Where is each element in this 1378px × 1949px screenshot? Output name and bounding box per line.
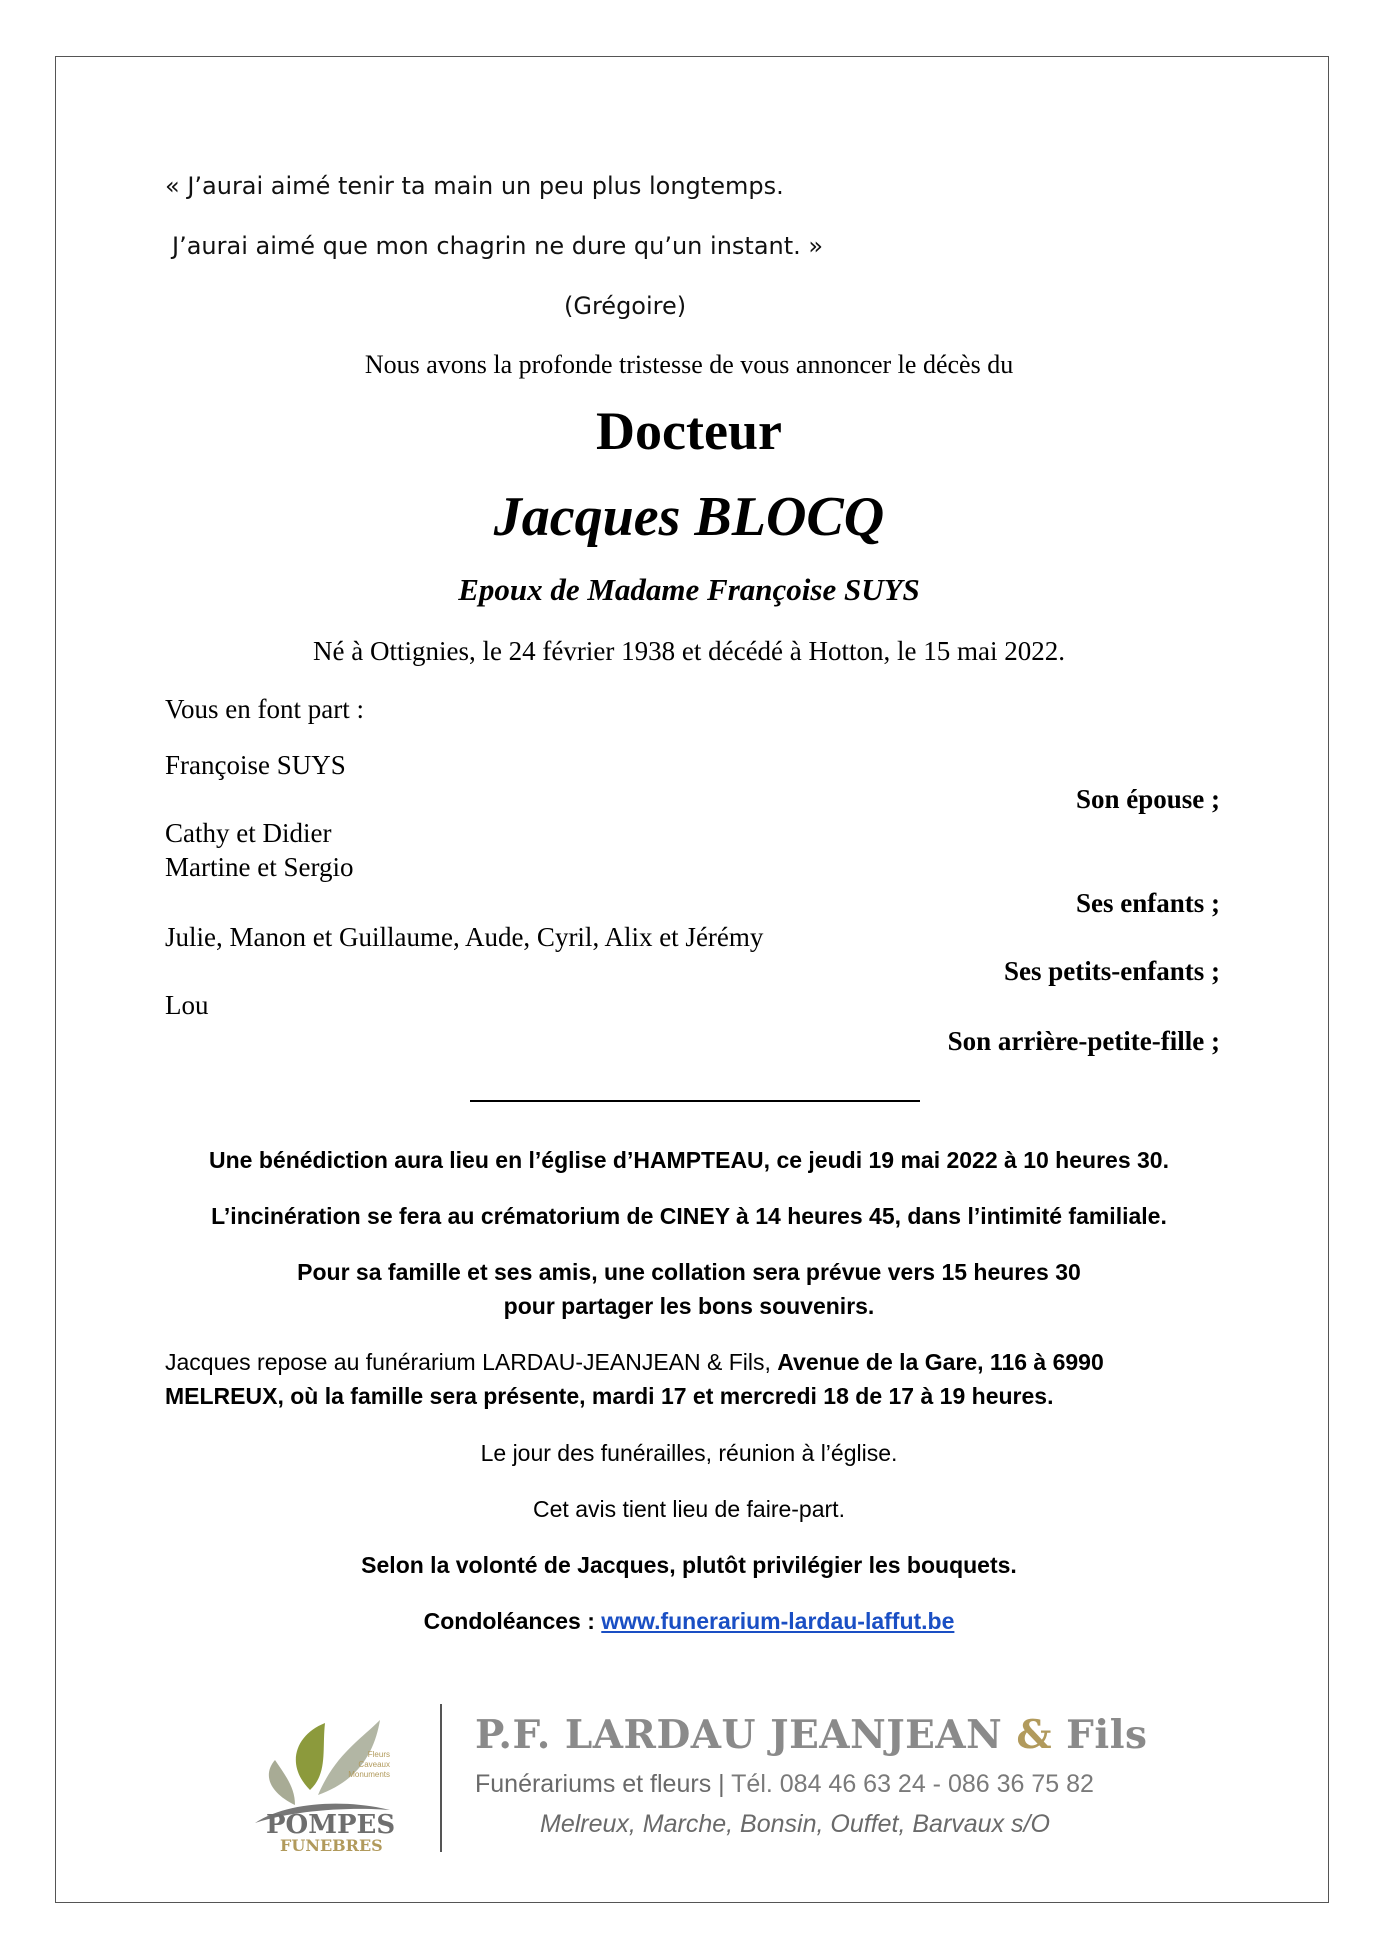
rest-info-plain: Jacques repose au funérarium LARDAU-JEANJEAN & Fils, (165, 1349, 778, 1375)
family-intro: Vous en font part : (165, 694, 364, 724)
logo-separator (440, 1704, 442, 1852)
contact-phone: Tél. 084 46 63 24 - 086 36 75 82 (731, 1770, 1094, 1798)
family-name: Françoise SUYS (165, 750, 346, 780)
deceased-name: Jacques BLOCQ (493, 486, 885, 548)
rest-info-address: Avenue de la Gare, 116 à 6990 (777, 1349, 1104, 1375)
logo-side-text: Caveaux (358, 1760, 390, 1769)
cremation-info: L’incinération se fera au crématorium de CINEY à 14 heures 45, dans l’intimité familiale. (211, 1203, 1167, 1229)
leaf-shape (269, 1760, 295, 1805)
family-relation-great-grandchild: Son arrière-petite-fille ; (947, 1026, 1220, 1056)
family-name: Cathy et Didier (165, 818, 332, 848)
rest-info-line-1 (165, 1349, 1104, 1376)
rest-info-line-2: MELREUX, où la famille sera présente, mardi 17 et mercredi 18 de 17 à 19 heures. (165, 1383, 1054, 1409)
quote-line-1: « J’aurai aimé tenir ta main un peu plus longtemps. (165, 172, 784, 200)
logo-text-pompes: POMPES (266, 1810, 396, 1840)
family-relation-spouse: Son épouse ; (1075, 784, 1220, 814)
condolences-line (0, 1608, 1378, 1635)
collation-info-1: Pour sa famille et ses amis, une collation sera prévue vers 15 heures 30 (297, 1259, 1081, 1285)
company-contact (475, 1770, 1094, 1799)
divider-line (470, 1100, 920, 1102)
contact-label: Funérariums et fleurs | (475, 1770, 725, 1798)
condolences-link[interactable]: www.funerarium-lardau-laffut.be (601, 1608, 955, 1634)
notice-info: Cet avis tient lieu de faire-part. (533, 1496, 845, 1522)
family-name: Julie, Manon et Guillaume, Aude, Cyril, Alix et Jérémy (165, 922, 764, 952)
family-name: Lou (165, 990, 209, 1020)
family-relation-children: Ses enfants ; (1075, 888, 1220, 918)
family-relation-grandchildren: Ses petits-enfants ; (1004, 956, 1220, 986)
family-name: Martine et Sergio (165, 852, 354, 882)
leaf-shape (296, 1723, 325, 1790)
logo-side-text: Fleurs (367, 1750, 390, 1759)
meeting-info: Le jour des funérailles, réunion à l’église. (480, 1440, 898, 1466)
logo-side-text: Monuments (348, 1770, 390, 1779)
spouse-line: Epoux de Madame Françoise SUYS (458, 572, 920, 607)
deceased-title: Docteur (596, 401, 782, 461)
condolences-label: Condoléances : (423, 1608, 602, 1634)
blessing-info: Une bénédiction aura lieu en l’église d’HAMPTEAU, ce jeudi 19 mai 2022 à 10 heures 30. (209, 1147, 1169, 1173)
quote-line-2: J’aurai aimé que mon chagrin ne dure qu’un instant. » (172, 232, 824, 260)
announcement-text: Nous avons la profonde tristesse de vous annoncer le décès du (364, 350, 1014, 379)
company-name (475, 1712, 1175, 1758)
company-name-amp: & (1016, 1712, 1053, 1758)
company-towns: Melreux, Marche, Bonsin, Ouffet, Barvaux s/O (540, 1810, 1050, 1838)
flowers-info: Selon la volonté de Jacques, plutôt privilégier les bouquets. (361, 1552, 1017, 1578)
pompes-funebres-logo (240, 1695, 440, 1855)
logo-text-funebres: FUNEBRES (280, 1836, 383, 1855)
company-name-main: P.F. LARDAU JEANJEAN (475, 1712, 1017, 1758)
quote-author: (Grégoire) (564, 292, 687, 320)
birth-death-dates: Né à Ottignies, le 24 février 1938 et décédé à Hotton, le 15 mai 2022. (312, 636, 1066, 666)
company-name-end: Fils (1052, 1712, 1148, 1758)
collation-info-2: pour partager les bons souvenirs. (503, 1293, 875, 1319)
